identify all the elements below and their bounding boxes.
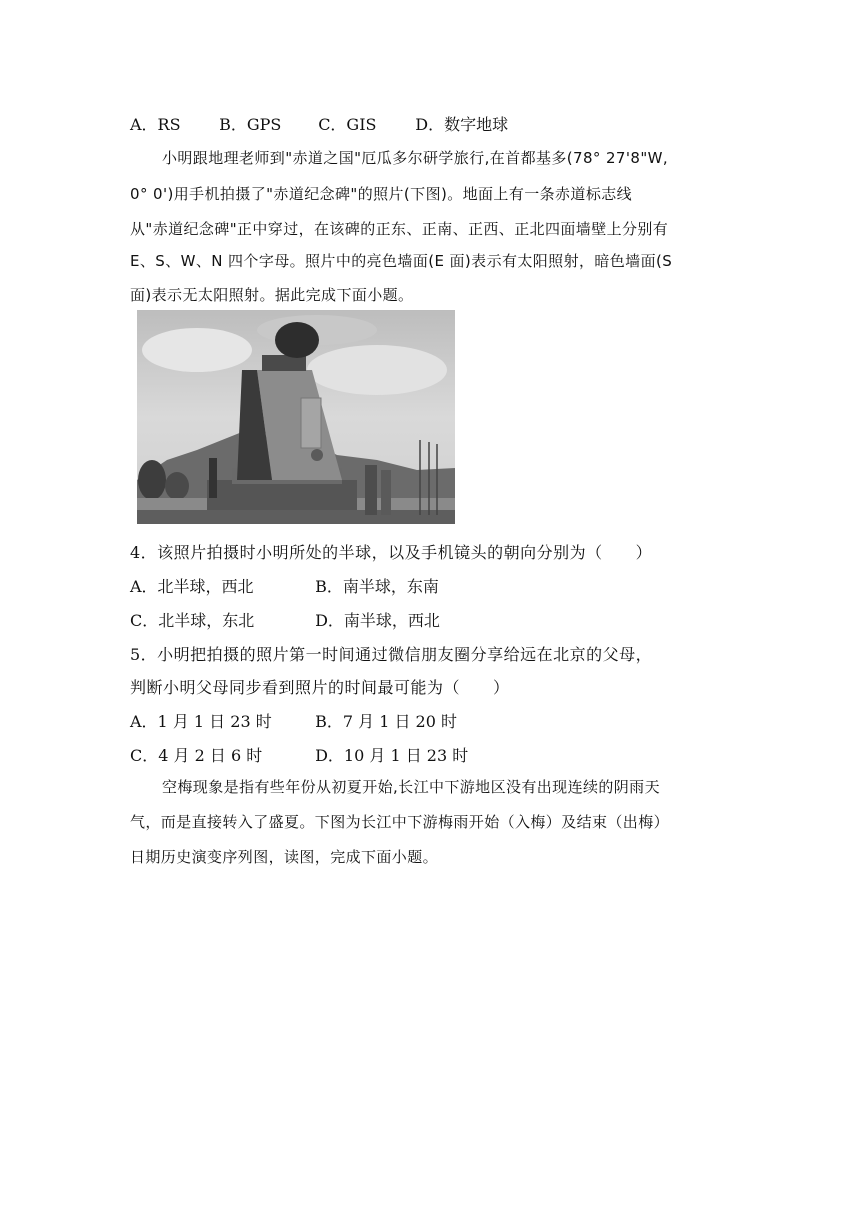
q5-stem-line-2: 判断小明父母同步看到照片的时间最可能为（ ） [130, 678, 510, 697]
q5-option-d: D．10 月 1 日 23 时 [315, 746, 469, 765]
q5-option-c: C．4 月 2 日 6 时 [130, 746, 263, 765]
q3-options [130, 112, 508, 135]
q4-option-a: A．北半球，西北 [130, 577, 254, 596]
q4-option-d: D．南半球，西北 [315, 611, 440, 630]
q3-option-d: D．数字地球 [415, 115, 509, 134]
q5-options-row-1 [130, 709, 457, 732]
q4-options-row-2 [130, 608, 440, 631]
q4-stem: 4．该照片拍摄时小明所处的半球，以及手机镜头的朝向分别为（ ） [130, 543, 653, 562]
q5-option-b: B．7 月 1 日 20 时 [315, 712, 458, 731]
passage2-line-1: 空梅现象是指有些年份从初夏开始,长江中下游地区没有出现连续的阴雨天 [162, 778, 660, 796]
q5-stem-line-1: 5．小明把拍摄的照片第一时间通过微信朋友圈分享给远在北京的父母， [130, 645, 653, 664]
passage1-line-3: 从"赤道纪念碑"正中穿过，在该碑的正东、正南、正西、正北四面墙壁上分别有 [130, 220, 669, 238]
passage2-line-3: 日期历史演变序列图，读图，完成下面小题。 [130, 848, 439, 866]
equator-monument-photo [137, 310, 455, 524]
q5-options-row-2 [130, 743, 468, 766]
q3-option-a: A．RS [130, 115, 181, 134]
passage1-line-5: 面)表示无太阳照射。据此完成下面小题。 [130, 286, 414, 304]
q4-option-c: C．北半球，东北 [130, 611, 255, 630]
q5-option-a: A．1 月 1 日 23 时 [130, 712, 272, 731]
passage2-line-2: 气，而是直接转入了盛夏。下图为长江中下游梅雨开始（入梅）及结束（出梅） [130, 813, 670, 831]
q3-option-b: B．GPS [219, 115, 282, 134]
q4-options-row-1 [130, 574, 439, 597]
q3-option-c: C．GIS [318, 115, 377, 134]
passage1-line-2: 0° 0')用手机拍摄了"赤道纪念碑"的照片(下图)。地面上有一条赤道标志线 [130, 185, 633, 203]
passage1-line-4: E、S、W、N 四个字母。照片中的亮色墙面(E 面)表示有太阳照射，暗色墙面(S [130, 252, 673, 270]
passage1-line-1: 小明跟地理老师到"赤道之国"厄瓜多尔研学旅行,在首都基多(78° 27'8"W, [162, 149, 669, 167]
q4-option-b: B．南半球，东南 [315, 577, 439, 596]
